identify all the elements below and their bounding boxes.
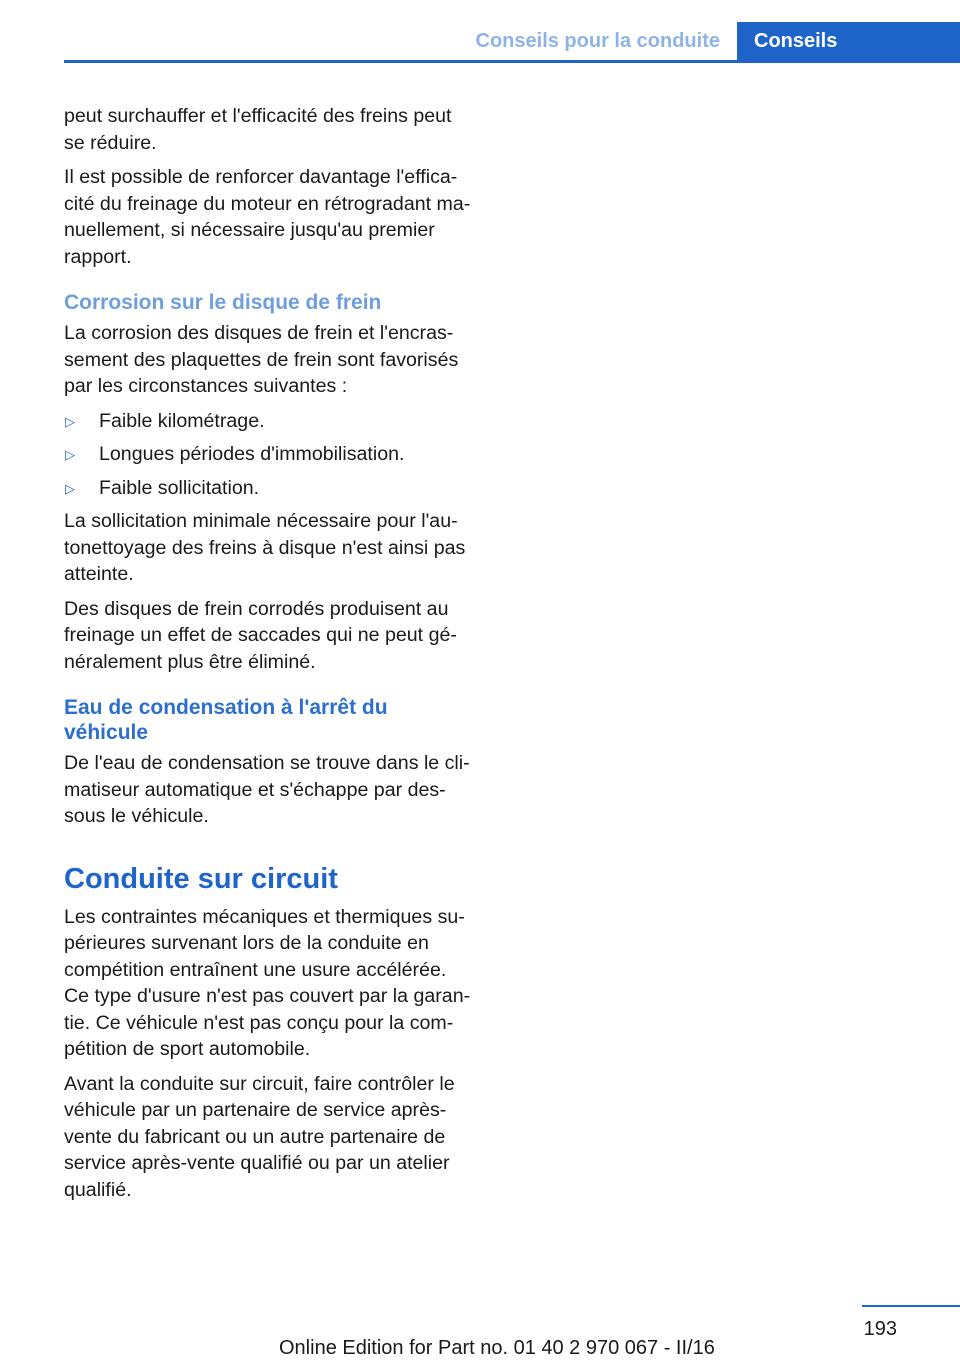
paragraph: La corrosion des disques de frein et l'encras‐ sement des plaquettes de frein sont favorisés par les circonstances suivantes : (64, 322, 459, 397)
chapter-heading-circuit: Conduite sur circuit (64, 862, 338, 895)
list-item (64, 475, 484, 502)
section-heading-condensation: Eau de condensation à l'arrêt du véhicule (64, 696, 388, 744)
section-heading-corrosion: Corrosion sur le disque de frein (64, 291, 382, 314)
triangle-bullet-icon: ▷ (65, 480, 75, 496)
paragraph: Avant la conduite sur circuit, faire contrôler le véhicule par un partenaire de service après- vente du fabricant ou un autre partenaire de service après-vente qualifié ou par un atelier qualifié. (64, 1072, 455, 1201)
paragraph: peut surchauffer et l'efficacité des freins peut se réduire. (64, 105, 452, 154)
header-tab (737, 22, 960, 63)
list-item (64, 408, 484, 435)
list-item-text: Faible kilométrage. (99, 409, 265, 432)
bullet-list (64, 408, 484, 502)
list-item-text: Faible sollicitation. (99, 476, 260, 499)
list-item-text: Longues périodes d'immobilisation. (99, 443, 405, 465)
header-section-title: Conseils pour la conduite (475, 30, 720, 52)
paragraph: Des disques de frein corrodés produisent au freinage un effet de saccades qui ne peut gé‐ néralement plus être éliminé. (64, 597, 457, 673)
main-content (64, 103, 484, 1211)
triangle-bullet-icon: ▷ (65, 413, 75, 429)
paragraph: Il est possible de renforcer davantage l'effica‐ cité du freinage du moteur en rétrogradant ma‐ nuellement, si nécessaire jusqu'au premier rapport. (64, 166, 471, 268)
page-number: 193 (863, 1318, 897, 1340)
paragraph: Les contraintes mécaniques et thermiques su‐ périeures survenant lors de la conduite en compétition entraînent une usure accélérée. Ce type d'usure n'est pas couvert par la garan‐ tie. Ce véhicule n'est pas conçu pour la com‐ pétition de sport automobile. (64, 905, 471, 1060)
header-tab-label: Conseils (754, 30, 838, 52)
list-item (64, 441, 484, 468)
footer-rule (862, 1305, 960, 1307)
triangle-bullet-icon: ▷ (65, 447, 75, 462)
edition-footer: Online Edition for Part no. 01 40 2 970 067 - II/16 (279, 1337, 715, 1359)
paragraph: De l'eau de condensation se trouve dans le cli‐ matiseur automatique et s'échappe par des‐ sous le véhicule. (64, 752, 470, 827)
paragraph: La sollicitation minimale nécessaire pour l'au‐ tonettoyage des freins à disque n'est ainsi pas atteinte. (64, 510, 466, 585)
